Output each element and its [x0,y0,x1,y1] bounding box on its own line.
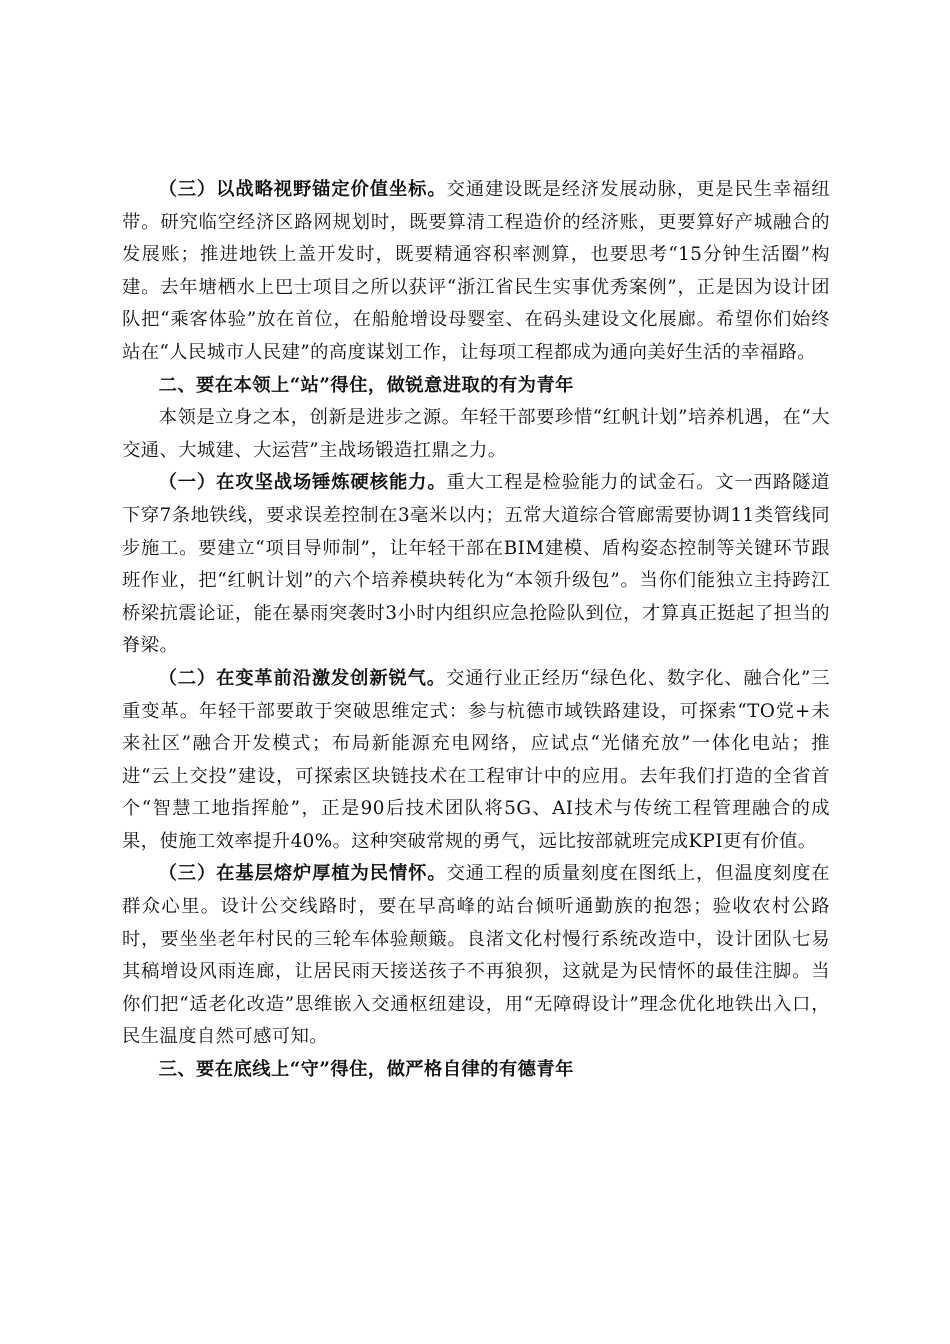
paragraph-lead: （三）在基层熔炉厚植为民情怀。 [158,863,447,885]
paragraph-section-intro [122,402,830,467]
paragraph-lead: （二）在变革前沿激发创新锐气。 [158,667,446,689]
section-heading-three: 三、要在底线上“守”得住，做严格自律的有德青年 [158,1059,574,1081]
paragraph-text: 交通行业正经历“绿色化、数字化、融合化”三重变革。年轻干部要敢于突破思维定式：参与杭德市域铁路建设，可探索“TO党+未来社区”融合开发模式；布局新能源充电网络，应试点“光储充放”一体化电站；推进“云上交投”建设，可探索区块链技术在工程审计中的应用。去年我们打造的全省首个“智慧工地指挥舱”，正是90后技术团队将5G、AI技术与传统工程管理融合的成果，使施工效率提升40%。这种突破常规的勇气，远比按部就班完成KPI更有价值。 [122,667,830,852]
paragraph-strategic-vision [122,174,830,370]
paragraph-innovation [122,663,830,859]
paragraph-text: 重大工程是检验能力的试金石。文一西路隧道下穿7条地铁线，要求误差控制在3毫米以内；五常大道综合管廊需要协调11类管线同步施工。要建立“项目导师制”，让年轻干部在BIM建模、盾构姿态控制等关键环节跟班作业，把“红帆计划”的六个培养模块转化为“本领升级包”。当你们能独立主持跨江桥梁抗震论证，能在暴雨突袭时3小时内组织应急抢险队到位，才算真正挺起了担当的脊梁。 [122,472,831,657]
paragraph-text: 本领是立身之本，创新是进步之源。年轻干部要珍惜“红帆计划”培养机遇，在“大交通、大城建、大运营”主战场锻造扛鼎之力。 [122,407,830,461]
paragraph-lead: （一）在攻坚战场锤炼硬核能力。 [158,472,447,494]
paragraph-text: 交通建设既是经济发展动脉，更是民生幸福纽带。研究临空经济区路网规划时，既要算清工程造价的经济账，更要算好产城融合的发展账；推进地铁上盖开发时，既要精通容积率测算，也要思考“15分钟生活圈”构建。去年塘栖水上巴士项目之所以获评“浙江省民生实事优秀案例”，正是因为设计团队把“乘客体验”放在首位，在船舱增设母婴室、在码头建设文化展廊。希望你们始终站在“人民城市人民建”的高度谋划工作，让每项工程都成为通向美好生活的幸福路。 [122,179,831,363]
section-heading-two: 二、要在本领上“站”得住，做锐意进取的有为青年 [158,374,574,396]
paragraph-text: 交通工程的质量刻度在图纸上，但温度刻度在群众心里。设计公交线路时，要在早高峰的站台倾听通勤族的抱怨；验收农村公路时，要坐坐老年村民的三轮车体验颠簸。良渚文化村慢行系统改造中，设计团队七易其稿增设风雨连廊，让居民雨天接送孩子不再狼狈，这就是为民情怀的最佳注脚。当你们把“适老化改造”思维嵌入交通枢纽建设，用“无障碍设计”理念优化地铁出入口，民生温度自然可感可知。 [122,863,831,1048]
paragraph-people-care [122,858,830,1054]
document-body [122,174,830,1087]
paragraph-lead: （三）以战略视野锚定价值坐标。 [158,179,447,200]
paragraph-core-capability [122,467,830,663]
